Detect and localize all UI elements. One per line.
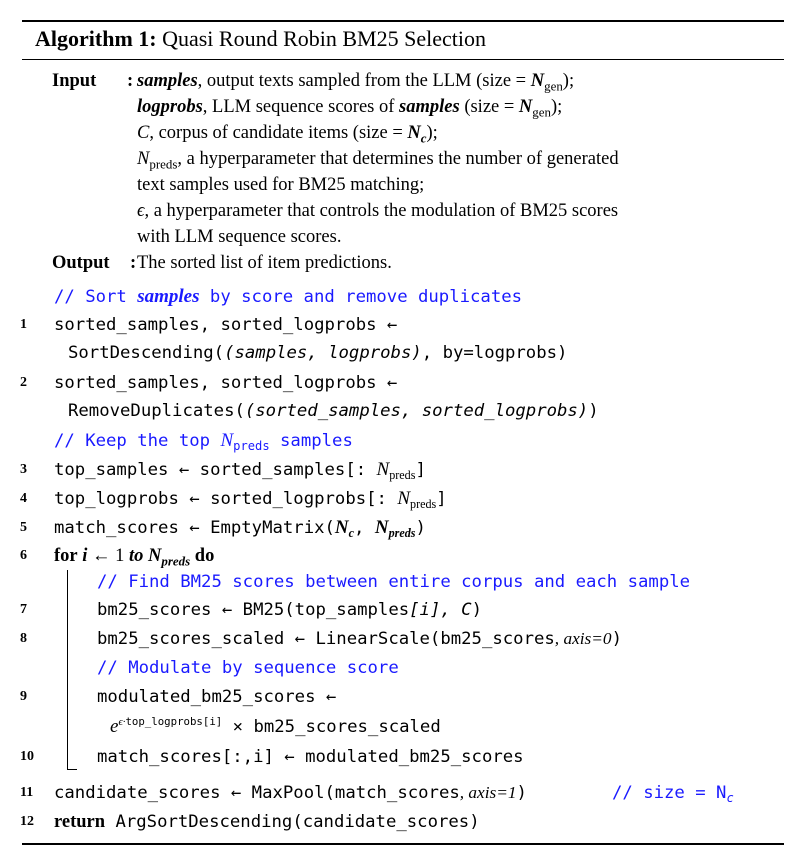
line-12: return ArgSortDescending(candidate_scores) bbox=[54, 812, 480, 832]
input-logprobs: logprobs, LLM sequence scores of samples (size = $N_{gen}$); bbox=[137, 97, 563, 120]
line-1: sorted_samples, sorted_logprobs ← bbox=[54, 315, 398, 335]
line-6: for i ← 1 to $N_{preds}$ do bbox=[54, 546, 215, 569]
line-number-2: 2 bbox=[20, 375, 27, 390]
line-10: match_scores[:,i] ← modulated_bm25_scores bbox=[97, 747, 524, 767]
input-colon: : bbox=[127, 71, 134, 91]
comment-modulate: // Modulate by sequence score bbox=[97, 658, 399, 678]
input-label: Input bbox=[52, 71, 97, 91]
line-number-12: 12 bbox=[20, 814, 34, 829]
line-7: bm25_scores ← BM25(top_samples[i], C) bbox=[97, 600, 482, 620]
line-9: modulated_bm25_scores ← bbox=[97, 687, 337, 707]
comment-keep-top: // Keep the top $N_{preds}$ samples bbox=[54, 430, 353, 454]
line-11: candidate_scores ← MaxPool(match_scores, axis=1) bbox=[54, 783, 527, 803]
line-number-8: 8 bbox=[20, 631, 27, 646]
output-desc: The sorted list of item predictions. bbox=[137, 253, 392, 273]
line-number-9: 9 bbox=[20, 689, 27, 704]
comment-find-bm25: // Find BM25 scores between entire corpus and each sample bbox=[97, 572, 691, 592]
line-2-cont: RemoveDuplicates((sorted_samples, sorted_logprobs)) bbox=[68, 401, 599, 421]
input-npreds-cont: text samples used for BM25 matching; bbox=[137, 175, 425, 195]
line-8: bm25_scores_scaled ← LinearScale(bm25_scores, axis=0) bbox=[97, 629, 622, 649]
line-number-7: 7 bbox=[20, 602, 27, 617]
input-npreds: $N_{preds}$, a hyperparameter that determines the number of generated bbox=[137, 149, 619, 172]
input-samples: samples, output texts sampled from the LLM (size = $N_{gen}$); bbox=[137, 71, 575, 94]
algorithm-title: Algorithm 1: Quasi Round Robin BM25 Selection bbox=[35, 26, 486, 51]
comment-size: // size = $N_c$ bbox=[612, 783, 734, 806]
line-number-5: 5 bbox=[20, 520, 27, 535]
line-2: sorted_samples, sorted_logprobs ← bbox=[54, 373, 398, 393]
bottom-rule bbox=[22, 843, 784, 845]
input-epsilon-cont: with LLM sequence scores. bbox=[137, 227, 342, 247]
line-number-3: 3 bbox=[20, 462, 27, 477]
line-number-6: 6 bbox=[20, 548, 27, 563]
title-rule bbox=[22, 59, 784, 60]
output-label: Output bbox=[52, 253, 110, 273]
line-number-11: 11 bbox=[20, 785, 34, 800]
line-4: top_logprobs ← sorted_logprobs[: $N_{preds}$] bbox=[54, 488, 447, 512]
output-colon: : bbox=[130, 253, 137, 273]
line-number-4: 4 bbox=[20, 491, 27, 506]
line-5: match_scores ← $EmptyMatrix(N_c$, $N_{preds}$) bbox=[54, 517, 426, 541]
input-corpus: C, corpus of candidate items (size = $N_c$); bbox=[137, 123, 438, 146]
line-number-10: 10 bbox=[20, 749, 34, 764]
input-epsilon: ϵ, a hyperparameter that controls the modulation of BM25 scores bbox=[137, 201, 619, 221]
top-rule bbox=[22, 20, 784, 22]
loop-bracket bbox=[67, 570, 68, 770]
loop-bracket-foot bbox=[67, 769, 77, 770]
line-9-cont: $e^{\epsilon\cdot top\_logprobs[i]}$ × bm25_scores_scaled bbox=[110, 714, 441, 737]
line-1-cont: SortDescending((samples, logprobs), by=logprobs) bbox=[68, 343, 568, 363]
line-number-1: 1 bbox=[20, 317, 27, 332]
line-3: top_samples ← sorted_samples[: $N_{preds}$] bbox=[54, 459, 426, 483]
comment-sort: // Sort samples by score and remove duplicates bbox=[54, 286, 523, 307]
